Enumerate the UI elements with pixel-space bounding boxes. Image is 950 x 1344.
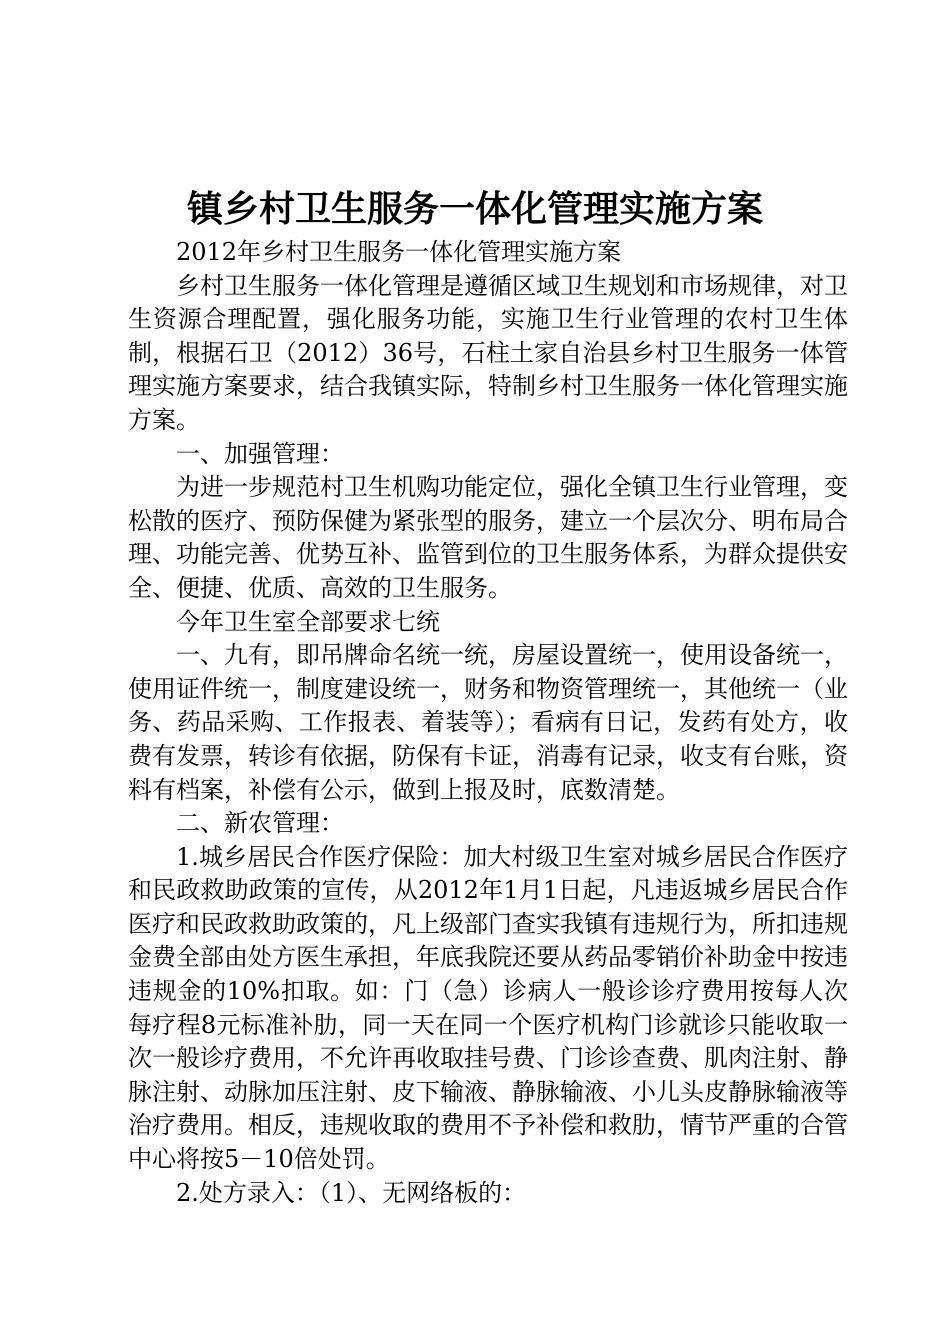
paragraph-medical-insurance: 1.城乡居民合作医疗保险：加大村级卫生室对城乡居民合作医疗和民政救助政策的宣传，从2012年1月1日起，凡违返城乡居民合作医疗和民政救助政策的，凡上级部门查实我镇有违规行为，所扣违规金费全部由处方医生承担，年底我院还要从药品零销价补助金中按违违规金的10%扣取。如：门（急）诊病人一般诊诊疗费用按每人次每疗程8元标准补肋，同一天在同一个医疗机构门诊就诊只能收取一次一般诊疗费用，不允许再收取挂号费、门诊诊查费、肌肉注射、静脉注射、动脉加压注射、皮下输液、静脉输液、小儿头皮静脉输液等治疗费用。相反，违规收取的费用不予补偿和救肋，情节严重的合管中心将按5－10倍处罚。 [128,842,848,1174]
paragraph-management: 为进一步规范村卫生机购功能定位，强化全镇卫生行业管理，变松散的医疗、预防保健为紧张型的服务，建立一个层次分、明布局合理、功能完善、优势互补、监管到位的卫生服务体系，为群众提供安全、便捷、优质、高效的卫生服务。 [128,473,848,602]
paragraph-intro: 乡村卫生服务一体化管理是遵循区域卫生规划和市场规律，对卫生资源合理配置，强化服务功能，实施卫生行业管理的农村卫生体制，根据石卫（2012）36号，石柱土家自治县乡村卫生服务一体管理实施方案要求，结合我镇实际，特制乡村卫生服务一体化管理实施方案。 [128,271,848,434]
document-title: 镇乡村卫生服务一体化管理实施方案 [186,188,763,230]
section-heading-management: 一、加强管理： [176,439,344,468]
paragraph-prescription-entry: 2.处方录入：（1）、无网络板的： [176,1178,527,1207]
document-body [128,236,848,1210]
paragraph-subtitle: 2012年乡村卫生服务一体化管理实施方案 [176,238,622,266]
paragraph-nine-haves: 一、九有，即吊牌命名统一统，房屋设置统一，使用设备统一，使用证件统一，制度建设统一，财务和物资管理统一，其他统一（业务、药品采购、工作报表、着装等）；看病有日记，发药有处方，收费有发票，转诊有依据，防保有卡证，消毒有记录，收支有台账，资料有档案，补偿有公示，做到上报及时，底数清楚。 [128,641,848,804]
section-heading-rural-cooperative: 二、新农管理： [176,809,344,838]
paragraph-seven-unified: 今年卫生室全部要求七统 [176,607,440,636]
